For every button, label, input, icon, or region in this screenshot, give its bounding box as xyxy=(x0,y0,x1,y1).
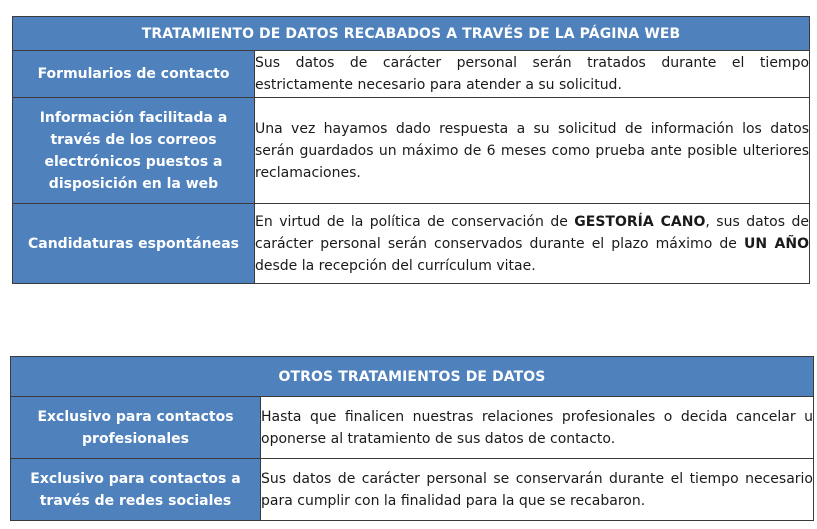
row-text-professional-contacts: Hasta que finalicen nuestras relaciones profesionales o decida cancelar u oponerse al tratamiento de sus datos de contacto. xyxy=(261,397,814,459)
row-label-social-network-contacts: Exclusivo para contactos a través de redes sociales xyxy=(11,459,261,521)
row-label-contact-forms: Formularios de contacto xyxy=(13,51,255,98)
company-name: GESTORÍA CANO xyxy=(574,213,706,230)
row-text-spontaneous-applications xyxy=(255,204,810,284)
row-label-email-info: Información facilitada a través de los correos electrónicos puestos a disposición en la web xyxy=(13,98,255,204)
retention-period: UN AÑO xyxy=(743,235,810,252)
table-row xyxy=(11,459,814,521)
text-segment: desde la recepción del currículum vitae. xyxy=(255,257,536,274)
row-label-professional-contacts: Exclusivo para contactos profesionales xyxy=(11,397,261,459)
other-data-retention-table xyxy=(10,356,814,521)
table-row xyxy=(13,51,810,98)
row-text-social-network-contacts: Sus datos de carácter personal se conservarán durante el tiempo necesario para cumplir con la finalidad para la que se recabaron. xyxy=(261,459,814,521)
table-header-row xyxy=(13,17,810,51)
web-data-retention-table xyxy=(12,16,810,284)
text-segment: , sus datos de carácter personal serán conservados durante el plazo máximo de xyxy=(255,213,810,252)
row-label-spontaneous-applications: Candidaturas espontáneas xyxy=(13,204,255,284)
row-text-email-info: Una vez hayamos dado respuesta a su solicitud de información los datos serán guardados un máximo de 6 meses como prueba ante posible ulteriores reclamaciones. xyxy=(255,98,810,204)
otros-table-title: OTROS TRATAMIENTOS DE DATOS xyxy=(11,357,814,397)
table-row xyxy=(11,397,814,459)
table-row xyxy=(13,204,810,284)
text-segment: En virtud de la política de conservación de xyxy=(255,213,575,230)
table-header-row xyxy=(11,357,814,397)
table-row xyxy=(13,98,810,204)
web-table-title: TRATAMIENTO DE DATOS RECABADOS A TRAVÉS DE LA PÁGINA WEB xyxy=(13,17,810,51)
row-text-contact-forms: Sus datos de carácter personal serán tratados durante el tiempo estrictamente necesario para atender a su solicitud. xyxy=(255,51,810,98)
